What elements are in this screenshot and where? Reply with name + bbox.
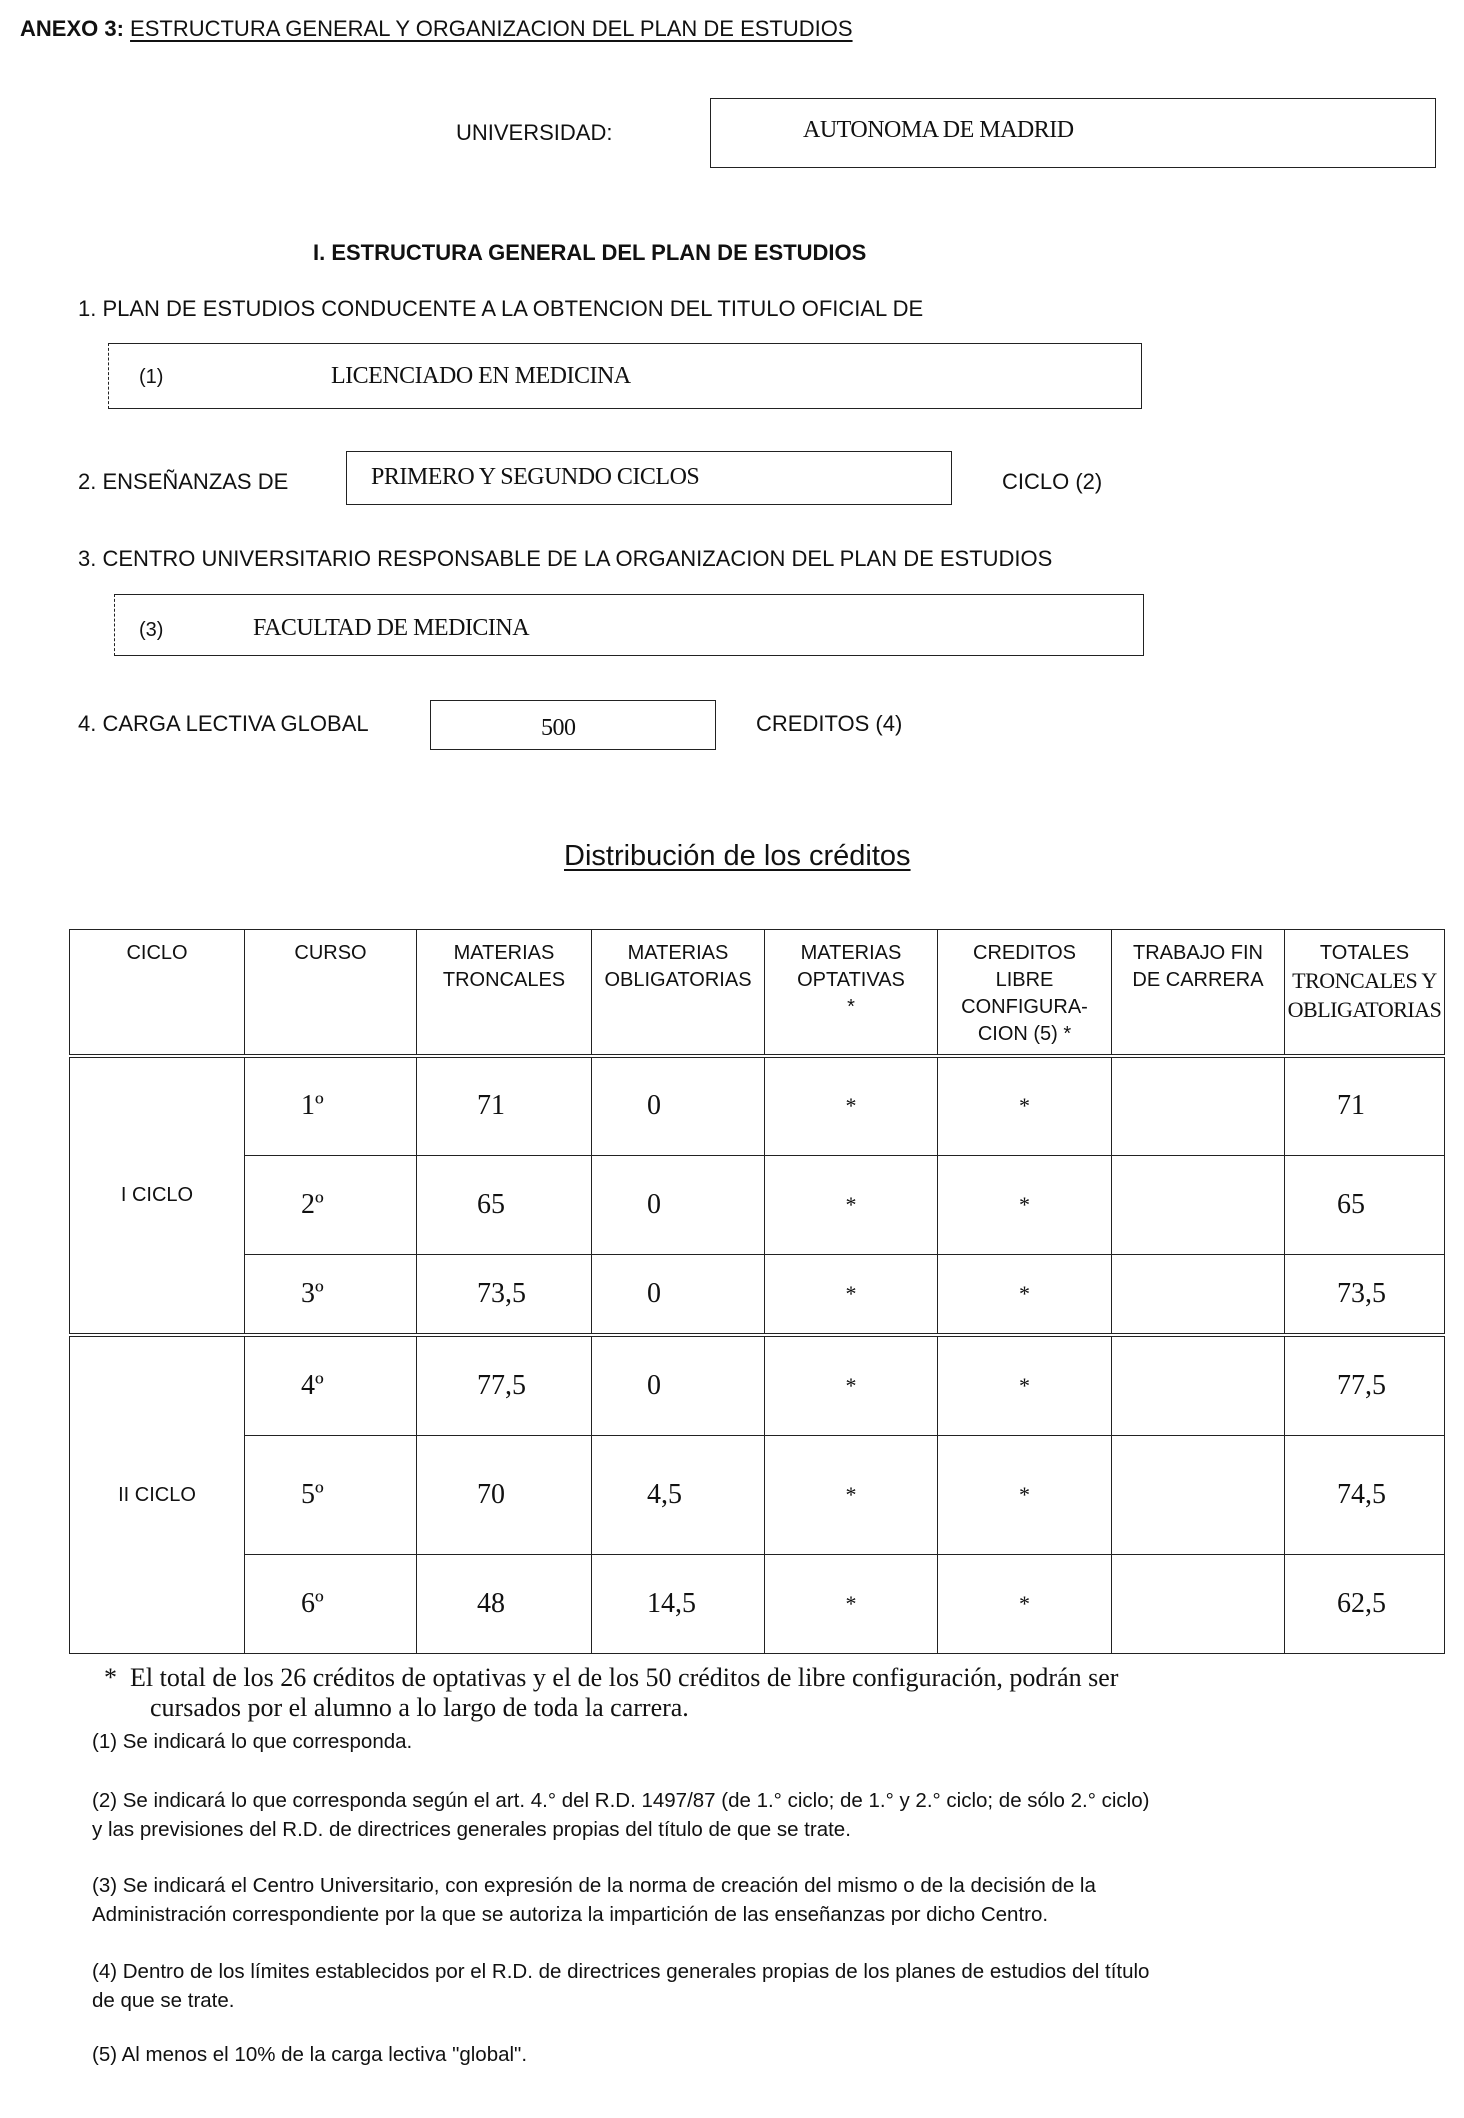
annex-header [20, 16, 853, 42]
footnote-3-line1: (3) Se indicará el Centro Universitario, con expresión de la norma de creación del mismo o de la decisión de la [92, 1874, 1096, 1897]
item4-suffix: CREDITOS (4) [756, 711, 903, 736]
cell-optativas: * [765, 1554, 938, 1653]
cell-totales: 65 [1285, 1155, 1445, 1254]
item4-label: 4. CARGA LECTIVA GLOBAL [78, 711, 369, 736]
typed-note-line1: El total de los 26 créditos de optativas y el de los 50 créditos de libre configuración, podrán ser [130, 1663, 1119, 1692]
table-row [70, 1155, 1445, 1254]
item1-value: LICENCIADO EN MEDICINA [331, 363, 631, 389]
footnote-2 [92, 1786, 1392, 1844]
cell-totales: 74,5 [1285, 1436, 1445, 1554]
header-optativas: MATERIAS OPTATIVAS * [765, 930, 938, 1057]
typed-note-line2: cursados por el alumno a lo largo de toda la carrera. [150, 1693, 689, 1722]
cell-troncales: 71 [417, 1056, 592, 1155]
cell-totales: 71 [1285, 1056, 1445, 1155]
cell-obligatorias: 0 [592, 1155, 765, 1254]
annex-label: ANEXO 3: [20, 16, 124, 41]
cell-curso: 1º [245, 1056, 417, 1155]
cell-obligatorias: 4,5 [592, 1436, 765, 1554]
cell-optativas: * [765, 1155, 938, 1254]
item3-note-ref: (3) [139, 619, 164, 641]
cycle-label-1: I CICLO [70, 1056, 245, 1335]
cell-trabajo [1112, 1554, 1285, 1653]
table-row [70, 1255, 1445, 1335]
footnote-2-line1: (2) Se indicará lo que corresponda según el art. 4.° del R.D. 1497/87 (de 1.° ciclo; de 1.° y 2.° ciclo; de sólo 2.° ciclo) [92, 1789, 1150, 1812]
cell-obligatorias: 14,5 [592, 1554, 765, 1653]
cell-curso: 2º [245, 1155, 417, 1254]
table-row [70, 1554, 1445, 1653]
footnote-4-line1: (4) Dentro de los límites establecidos por el R.D. de directrices generales propias de los planes de estudios del título [92, 1960, 1150, 1983]
footnote-4-line2: de que se trate. [92, 1989, 235, 2012]
university-value: AUTONOMA DE MADRID [803, 117, 1074, 143]
item2-suffix: CICLO (2) [1002, 469, 1103, 494]
cell-troncales: 73,5 [417, 1255, 592, 1335]
cell-totales: 73,5 [1285, 1255, 1445, 1335]
item2-value: PRIMERO Y SEGUNDO CICLOS [371, 464, 700, 490]
header-obligatorias: MATERIAS OBLIGATORIAS [592, 930, 765, 1057]
cell-trabajo [1112, 1436, 1285, 1554]
cell-obligatorias: 0 [592, 1056, 765, 1155]
university-label: UNIVERSIDAD: [456, 120, 613, 145]
global-load-box [430, 700, 716, 750]
footnote-3 [92, 1871, 1392, 1929]
footnote-2-line2: y las previsiones del R.D. de directrices generales propias del título de que se trate. [92, 1818, 851, 1841]
table-row [70, 1056, 1445, 1155]
table-row [70, 1436, 1445, 1554]
cell-obligatorias: 0 [592, 1255, 765, 1335]
footnote-1: (1) Se indicará lo que corresponda. [92, 1730, 413, 1753]
cell-optativas: * [765, 1255, 938, 1335]
cell-optativas: * [765, 1335, 938, 1435]
cell-optativas: * [765, 1436, 938, 1554]
header-troncales: MATERIAS TRONCALES [417, 930, 592, 1057]
header-libre-configuracion: CREDITOS LIBRE CONFIGURA- CION (5) * [938, 930, 1112, 1057]
footnote-4 [92, 1957, 1392, 2015]
cycles-box [346, 451, 952, 505]
item1-note-ref: (1) [139, 366, 164, 388]
table-header-row [70, 930, 1445, 1057]
item3-label: 3. CENTRO UNIVERSITARIO RESPONSABLE DE LA ORGANIZACION DEL PLAN DE ESTUDIOS [78, 546, 1053, 571]
title-box [108, 343, 1142, 409]
cell-trabajo [1112, 1255, 1285, 1335]
annex-title: ESTRUCTURA GENERAL Y ORGANIZACION DEL PLAN DE ESTUDIOS [130, 16, 853, 41]
cell-trabajo [1112, 1155, 1285, 1254]
cell-curso: 3º [245, 1255, 417, 1335]
centre-box [114, 594, 1144, 656]
university-box [710, 98, 1436, 168]
cell-libre: * [938, 1255, 1112, 1335]
header-totales: TOTALES TRONCALES Y OBLIGATORIAS [1285, 930, 1445, 1057]
cell-optativas: * [765, 1056, 938, 1155]
header-trabajo-fin: TRABAJO FIN DE CARRERA [1112, 930, 1285, 1057]
cell-libre: * [938, 1436, 1112, 1554]
cell-curso: 5º [245, 1436, 417, 1554]
item2-label: 2. ENSEÑANZAS DE [78, 469, 289, 494]
cell-obligatorias: 0 [592, 1335, 765, 1435]
cell-libre: * [938, 1554, 1112, 1653]
typed-note [104, 1663, 1118, 1693]
footnote-5: (5) Al menos el 10% de la carga lectiva "global". [92, 2043, 528, 2066]
cell-libre: * [938, 1335, 1112, 1435]
section-title: I. ESTRUCTURA GENERAL DEL PLAN DE ESTUDIOS [313, 240, 867, 265]
cell-troncales: 65 [417, 1155, 592, 1254]
cell-troncales: 77,5 [417, 1335, 592, 1435]
cell-libre: * [938, 1155, 1112, 1254]
item1-label: 1. PLAN DE ESTUDIOS CONDUCENTE A LA OBTENCION DEL TITULO OFICIAL DE [78, 296, 924, 321]
cell-totales: 77,5 [1285, 1335, 1445, 1435]
item3-value: FACULTAD DE MEDICINA [253, 615, 530, 641]
cell-troncales: 70 [417, 1436, 592, 1554]
cell-curso: 4º [245, 1335, 417, 1435]
cell-libre: * [938, 1056, 1112, 1155]
distribution-title: Distribución de los créditos [564, 840, 911, 872]
cell-totales: 62,5 [1285, 1554, 1445, 1653]
cell-troncales: 48 [417, 1554, 592, 1653]
table-row [70, 1335, 1445, 1435]
footnote-3-line2: Administración correspondiente por la que se autoriza la impartición de las enseñanzas por dicho Centro. [92, 1903, 1049, 1926]
cell-trabajo [1112, 1056, 1285, 1155]
cycle-label-2: II CICLO [70, 1335, 245, 1653]
credits-table [69, 929, 1445, 1654]
cell-trabajo [1112, 1335, 1285, 1435]
typed-note-mark: * [104, 1663, 117, 1692]
header-curso: CURSO [245, 930, 417, 1057]
item4-value: 500 [541, 715, 576, 741]
cell-curso: 6º [245, 1554, 417, 1653]
header-ciclo: CICLO [70, 930, 245, 1057]
